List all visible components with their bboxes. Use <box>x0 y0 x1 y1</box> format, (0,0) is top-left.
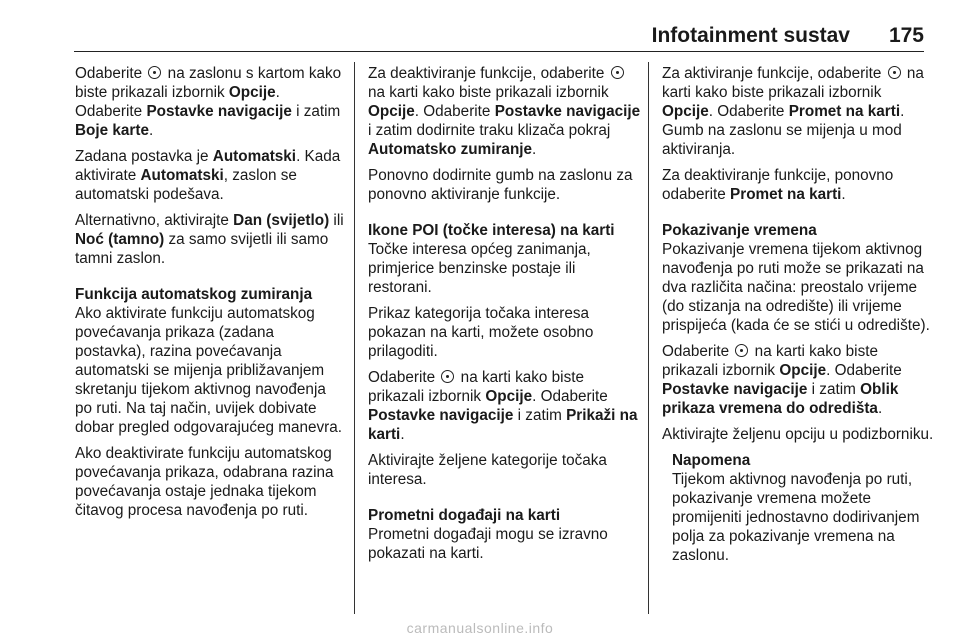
note-box <box>672 451 934 565</box>
column-1 <box>75 64 347 527</box>
note-title: Napomena <box>672 452 751 469</box>
page-number: 175 <box>888 24 924 47</box>
paragraph: Prometni događaji mogu se izravno pokazati na karti. <box>368 526 608 562</box>
paragraph: Ako aktivirate funkciju automatskog povećavanja prikaza (zadana postavka), razina povećavanja automatski se mijenja približavanjem skretanju tijekom aktivnog navođenja po ruti. Na taj način, uvijek dobivate dobar pregled odgovarajućeg manevra. <box>75 305 343 436</box>
paragraph: Točke interesa općeg zanimanja, primjerice benzinske postaje ili restorani. <box>368 241 591 296</box>
paragraph: Aktivirajte željenu opciju u podizborniku. <box>662 426 934 443</box>
header-title: Infotainment sustav <box>651 24 850 47</box>
paragraph: Ponovno dodirnite gumb na zaslonu za ponovno aktiviranje funkcije. <box>368 167 633 203</box>
paragraph: Pokazivanje vremena tijekom aktivnog navođenja po ruti može se prikazati na dva različita načina: preostalo vrijeme (do stizanja na odredište) ili vrijeme prispijeća (kada će se stići u odredište). <box>662 241 930 334</box>
map-menu-icon <box>888 66 901 79</box>
paragraph: Odaberite na karti kako biste prikazali izbornik Opcije. Odaberite Postavke navigacije i zatim Oblik prikaza vremena do odredišta. <box>662 343 902 417</box>
map-menu-icon <box>735 344 748 357</box>
map-menu-icon <box>611 66 624 79</box>
paragraph: Za deaktiviranje funkcije, ponovno odaberite Promet na karti. <box>662 167 894 203</box>
section-heading: Pokazivanje vremena <box>662 222 817 239</box>
paragraph: Ako deaktivirate funkciju automatskog povećavanja prikaza, odabrana razina povećavanja ostaje jednaka tijekom čitavog procesa navođenja po ruti. <box>75 445 334 519</box>
watermark: carmanualsonline.info <box>406 620 554 636</box>
paragraph: Alternativno, aktivirajte Dan (svijetlo) ili Noć (tamno) za samo svijetli ili samo tamni zaslon. <box>75 212 344 267</box>
page-header <box>0 0 960 54</box>
map-menu-icon <box>441 370 454 383</box>
note-text: Tijekom aktivnog navođenja po ruti, pokazivanje vremena možete promijeniti jednostavno dodirivanjem polja za pokazivanje vremena na zaslonu. <box>672 471 920 564</box>
paragraph: Za deaktiviranje funkcije, odaberite na karti kako biste prikazali izbornik Opcije. Odaberite Postavke navigacije i zatim dodirnite traku klizača pokraj Automatsko zumiranje. <box>368 65 641 158</box>
paragraph: Prikaz kategorija točaka interesa pokazan na karti, možete osobno prilagoditi. <box>368 305 594 360</box>
paragraph: Zadana postavka je Automatski. Kada aktivirate Automatski, zaslon se automatski podešava. <box>75 148 341 203</box>
paragraph: Za aktiviranje funkcije, odaberite na karti kako biste prikazali izbornik Opcije. Odaberite Promet na karti. Gumb na zaslonu se mijenja u mod aktiviranja. <box>662 65 924 158</box>
column-divider <box>354 62 355 614</box>
section-heading: Ikone POI (točke interesa) na karti <box>368 222 615 239</box>
paragraph: Aktivirajte željene kategorije točaka interesa. <box>368 452 607 488</box>
section-heading: Prometni događaji na karti <box>368 507 561 524</box>
column-2 <box>368 64 642 570</box>
paragraph: Odaberite na zaslonu s kartom kako biste prikazali izbornik Opcije. Odaberite Postavke navigacije i zatim Boje karte. <box>75 65 342 139</box>
header-rule <box>74 51 924 52</box>
map-menu-icon <box>148 66 161 79</box>
paragraph: Odaberite na karti kako biste prikazali izbornik Opcije. Odaberite Postavke navigacije i zatim Prikaži na karti. <box>368 369 638 443</box>
section-heading: Funkcija automatskog zumiranja <box>75 286 313 303</box>
column-divider <box>648 62 649 614</box>
column-3 <box>662 64 934 572</box>
